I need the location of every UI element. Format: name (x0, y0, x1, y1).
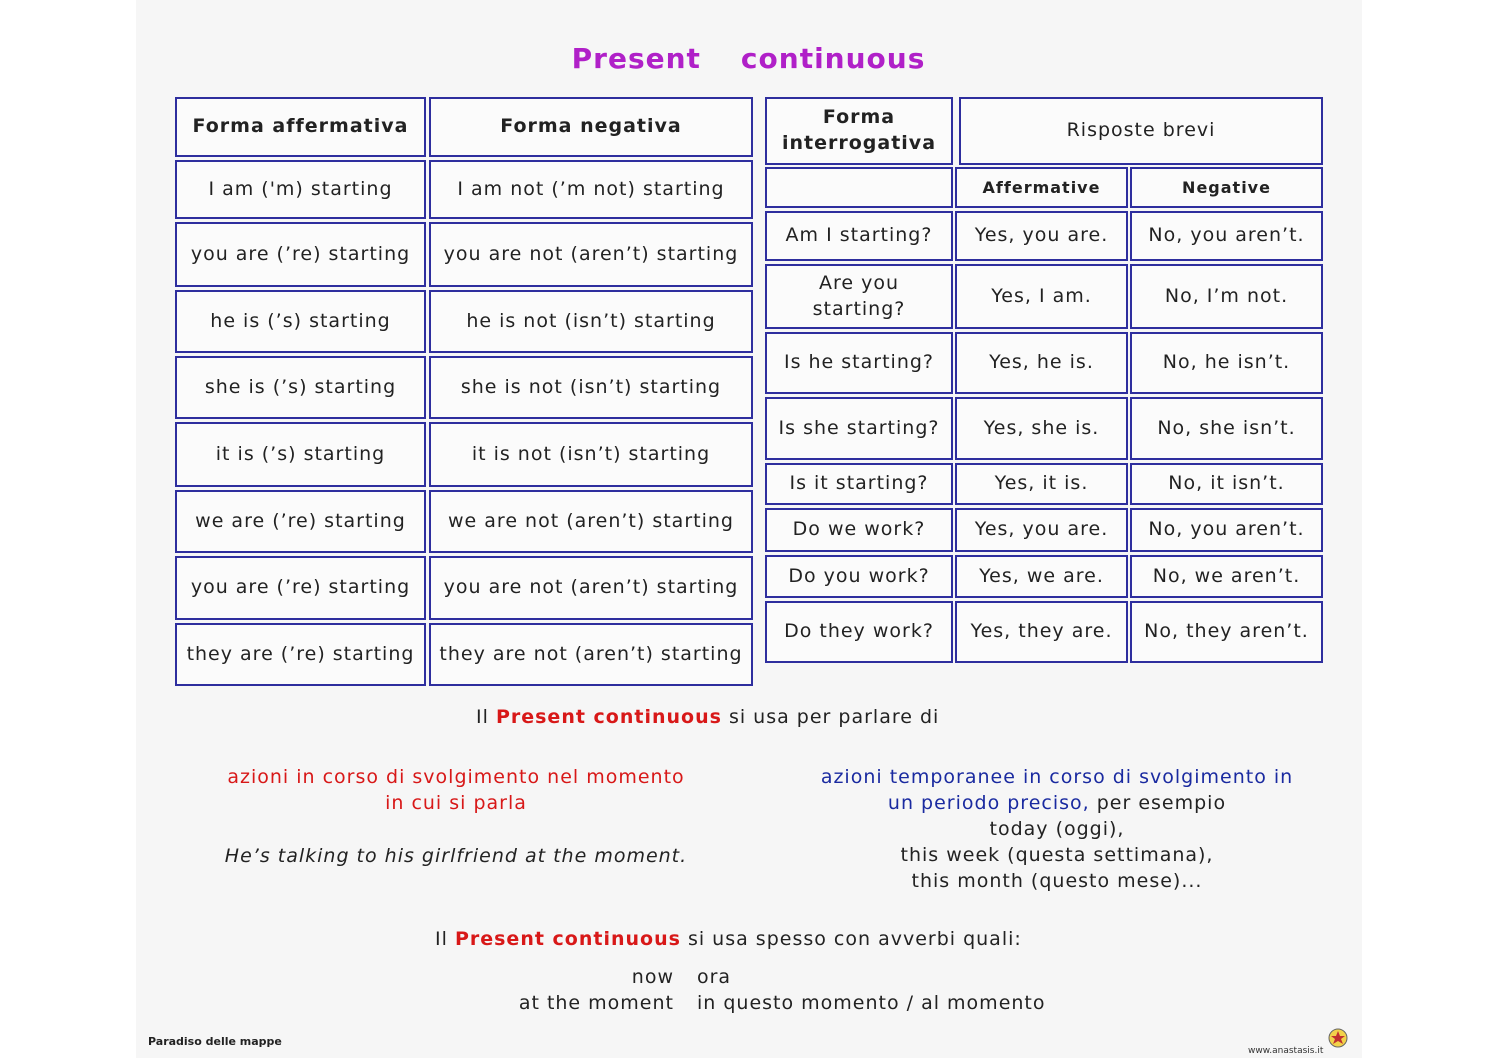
negative-header: Forma negativa (429, 97, 753, 157)
negative-answer-cell: No, she isn’t. (1130, 397, 1323, 460)
affirmative-answer-cell: Yes, we are. (955, 555, 1128, 598)
usage-right-line4: this week (questa settimana), (900, 844, 1214, 866)
affirmative-answer-cell: Yes, he is. (955, 332, 1128, 394)
negative-answer-cell: No, they aren’t. (1130, 601, 1323, 663)
negative-row: they are not (aren’t) starting (429, 623, 753, 686)
adverbs-intro-bold: Present continuous (454, 928, 681, 950)
usage-right-line2 (790, 792, 1324, 814)
affirmative-answers-header: Affermative (955, 167, 1128, 208)
negative-row: we are not (aren’t) starting (429, 490, 753, 553)
negative-row: he is not (isn’t) starting (429, 290, 753, 353)
negative-answer-cell: No, we aren’t. (1130, 555, 1323, 598)
affirmative-answer-cell: Yes, I am. (955, 264, 1128, 329)
footer-brand: Paradiso delle mappe (148, 1035, 282, 1048)
negative-answers-header: Negative (1130, 167, 1323, 208)
adverbs-intro-pre: Il (435, 928, 448, 950)
negative-answer-cell: No, he isn’t. (1130, 332, 1323, 394)
question-cell: Are you starting? (765, 264, 953, 329)
affirmative-row: she is (’s) starting (175, 356, 426, 419)
affirmative-row: I am ('m) starting (175, 160, 426, 219)
affirmative-row: it is (’s) starting (175, 422, 426, 487)
affirmative-answer-cell: Yes, they are. (955, 601, 1128, 663)
question-cell: Do we work? (765, 508, 953, 552)
usage-intro-bold: Present continuous (495, 706, 722, 728)
usage-left-line1: azioni in corso di svolgimento nel momento (227, 766, 685, 788)
title-word-present: Present (571, 42, 701, 75)
affirmative-row: you are (’re) starting (175, 556, 426, 620)
usage-left-example: He’s talking to his girlfriend at the moment. (224, 845, 688, 867)
negative-answer-cell: No, you aren’t. (1130, 211, 1323, 261)
question-cell: Is he starting? (765, 332, 953, 394)
usage-right-line1: azioni temporanee in corso di svolgimento in (820, 766, 1294, 788)
negative-row: you are not (aren’t) starting (429, 556, 753, 620)
adverbs-intro (435, 928, 1022, 950)
interrogative-empty-cell (765, 167, 953, 208)
negative-row: she is not (isn’t) starting (429, 356, 753, 419)
negative-answer-cell: No, I’m not. (1130, 264, 1323, 329)
affirmative-answer-cell: Yes, you are. (955, 508, 1128, 552)
negative-row: it is not (isn’t) starting (429, 422, 753, 487)
affirmative-answer-cell: Yes, she is. (955, 397, 1128, 460)
affirmative-answer-cell: Yes, you are. (955, 211, 1128, 261)
question-cell: Do you work? (765, 555, 953, 598)
usage-intro-pre: Il (476, 706, 489, 728)
adverb-en: at the moment (518, 992, 674, 1014)
usage-left-line2: in cui si parla (385, 792, 527, 814)
supermappe-logo-icon (1320, 1020, 1356, 1056)
usage-right-line2-black: per esempio (1096, 792, 1227, 814)
negative-answer-cell: No, it isn’t. (1130, 463, 1323, 505)
question-cell: Is it starting? (765, 463, 953, 505)
usage-right-line5: this month (questo mese)... (911, 870, 1203, 892)
adverb-en: now (631, 966, 674, 988)
page-title (0, 42, 1497, 75)
affirmative-row: you are (’re) starting (175, 222, 426, 287)
adverbs-intro-post: si usa spesso con avverbi quali: (687, 928, 1022, 950)
question-cell: Do they work? (765, 601, 953, 663)
adverb-it: ora (697, 966, 732, 988)
negative-answer-cell: No, you aren’t. (1130, 508, 1323, 552)
affirmative-row: we are (’re) starting (175, 490, 426, 553)
title-word-continuous: continuous (740, 42, 926, 75)
negative-row: you are not (aren’t) starting (429, 222, 753, 287)
usage-intro-post: si usa per parlare di (728, 706, 940, 728)
affirmative-answer-cell: Yes, it is. (955, 463, 1128, 505)
adverb-it: in questo momento / al momento (697, 992, 1046, 1014)
usage-intro (476, 706, 939, 728)
question-cell: Is she starting? (765, 397, 953, 460)
usage-right-line2-blue: un periodo preciso, (887, 792, 1090, 814)
short-answers-header: Risposte brevi (959, 97, 1323, 165)
affirmative-row: they are (’re) starting (175, 623, 426, 686)
usage-right-line3: today (oggi), (989, 818, 1125, 840)
question-cell: Am I starting? (765, 211, 953, 261)
interrogative-header: Forma interrogativa (765, 97, 953, 165)
affirmative-header: Forma affermativa (175, 97, 426, 157)
footer-url: www.anastasis.it (1248, 1046, 1324, 1056)
affirmative-row: he is (’s) starting (175, 290, 426, 353)
negative-row: I am not (’m not) starting (429, 160, 753, 219)
